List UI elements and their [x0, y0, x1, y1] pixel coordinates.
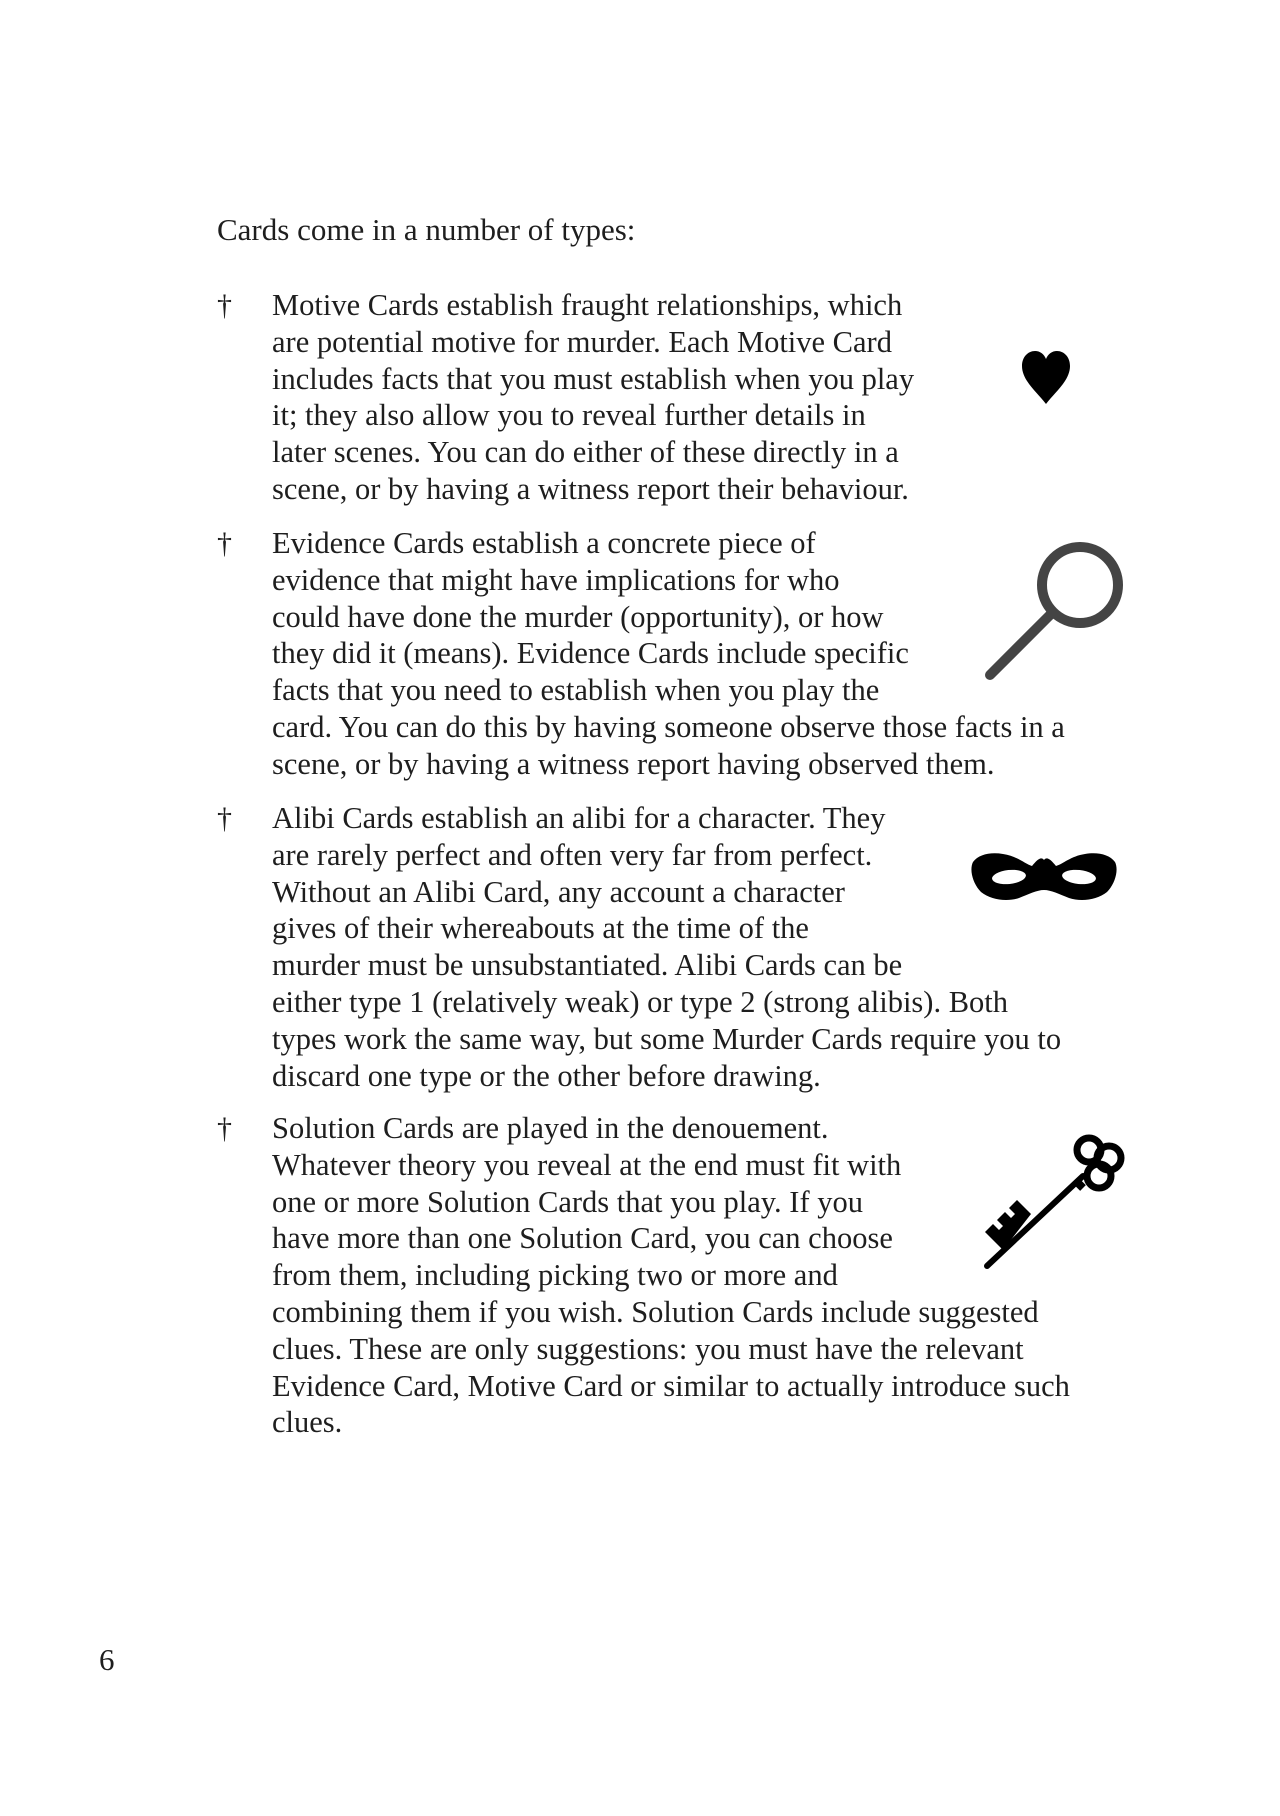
mask-icon: [969, 850, 1119, 904]
text-line: could have done the murder (opportunity), or how: [272, 599, 884, 634]
card-type-alibi: [217, 800, 1137, 1105]
text-line: clues.: [272, 1405, 343, 1440]
text-line: Alibi Cards establish an alibi for a character. They: [272, 801, 886, 835]
card-type-evidence: [217, 525, 1137, 790]
text-line: have more than one Solution Card, you can choose: [272, 1221, 893, 1256]
text-line: it; they also allow you to reveal further details in: [272, 398, 866, 433]
text-line: scene, or by having a witness report having observed them.: [272, 746, 995, 781]
text-line: includes facts that you must establish when you play: [272, 361, 915, 396]
text-line: Whatever theory you reveal at the end must fit with: [272, 1147, 902, 1182]
text-line: scene, or by having a witness report their behaviour.: [272, 471, 909, 506]
text-line: Solution Cards are played in the denouement.: [272, 1111, 829, 1145]
heart-icon: [1020, 349, 1072, 405]
key-icon: [967, 1128, 1127, 1278]
magnifying-glass-icon: [980, 535, 1130, 685]
text-line: Motive Cards establish fraught relationships, which: [272, 288, 903, 322]
card-description-motive: [272, 287, 1137, 508]
page-number: 6: [99, 1642, 115, 1677]
dagger-bullet: †: [217, 527, 232, 560]
dagger-bullet: †: [217, 1112, 232, 1145]
text-line: Evidence Card, Motive Card or similar to actually introduce such: [272, 1368, 1070, 1403]
text-line: from them, including picking two or more and: [272, 1258, 838, 1293]
text-line: murder must be unsubstantiated. Alibi Cards can be: [272, 948, 903, 983]
text-line: combining them if you wish. Solution Cards include suggested: [272, 1294, 1039, 1329]
text-line: types work the same way, but some Murder Cards require you to: [272, 1021, 1062, 1056]
text-line: card. You can do this by having someone observe those facts in a: [272, 709, 1065, 744]
card-type-solution: [217, 1110, 1137, 1450]
intro-text: Cards come in a number of types:: [217, 212, 636, 247]
text-line: are rarely perfect and often very far from perfect.: [272, 837, 873, 872]
text-line: one or more Solution Cards that you play. If you: [272, 1184, 863, 1219]
text-line: later scenes. You can do either of these directly in a: [272, 435, 899, 470]
text-line: clues. These are only suggestions: you must have the relevant: [272, 1331, 1024, 1366]
text-line: Evidence Cards establish a concrete piece of: [272, 526, 816, 560]
text-line: they did it (means). Evidence Cards include specific: [272, 636, 909, 671]
text-line: are potential motive for murder. Each Motive Card: [272, 324, 892, 359]
text-line: Without an Alibi Card, any account a character: [272, 874, 845, 909]
text-line: either type 1 (relatively weak) or type 2 (strong alibis). Both: [272, 984, 1009, 1019]
text-line: facts that you need to establish when you play the: [272, 673, 880, 708]
dagger-bullet: †: [217, 289, 232, 322]
card-description-alibi: [272, 800, 1137, 1094]
text-line: discard one type or the other before drawing.: [272, 1058, 821, 1093]
text-line: evidence that might have implications for who: [272, 562, 840, 597]
text-line: gives of their whereabouts at the time of the: [272, 911, 809, 946]
dagger-bullet: †: [217, 802, 232, 835]
card-type-motive: [217, 287, 1137, 517]
